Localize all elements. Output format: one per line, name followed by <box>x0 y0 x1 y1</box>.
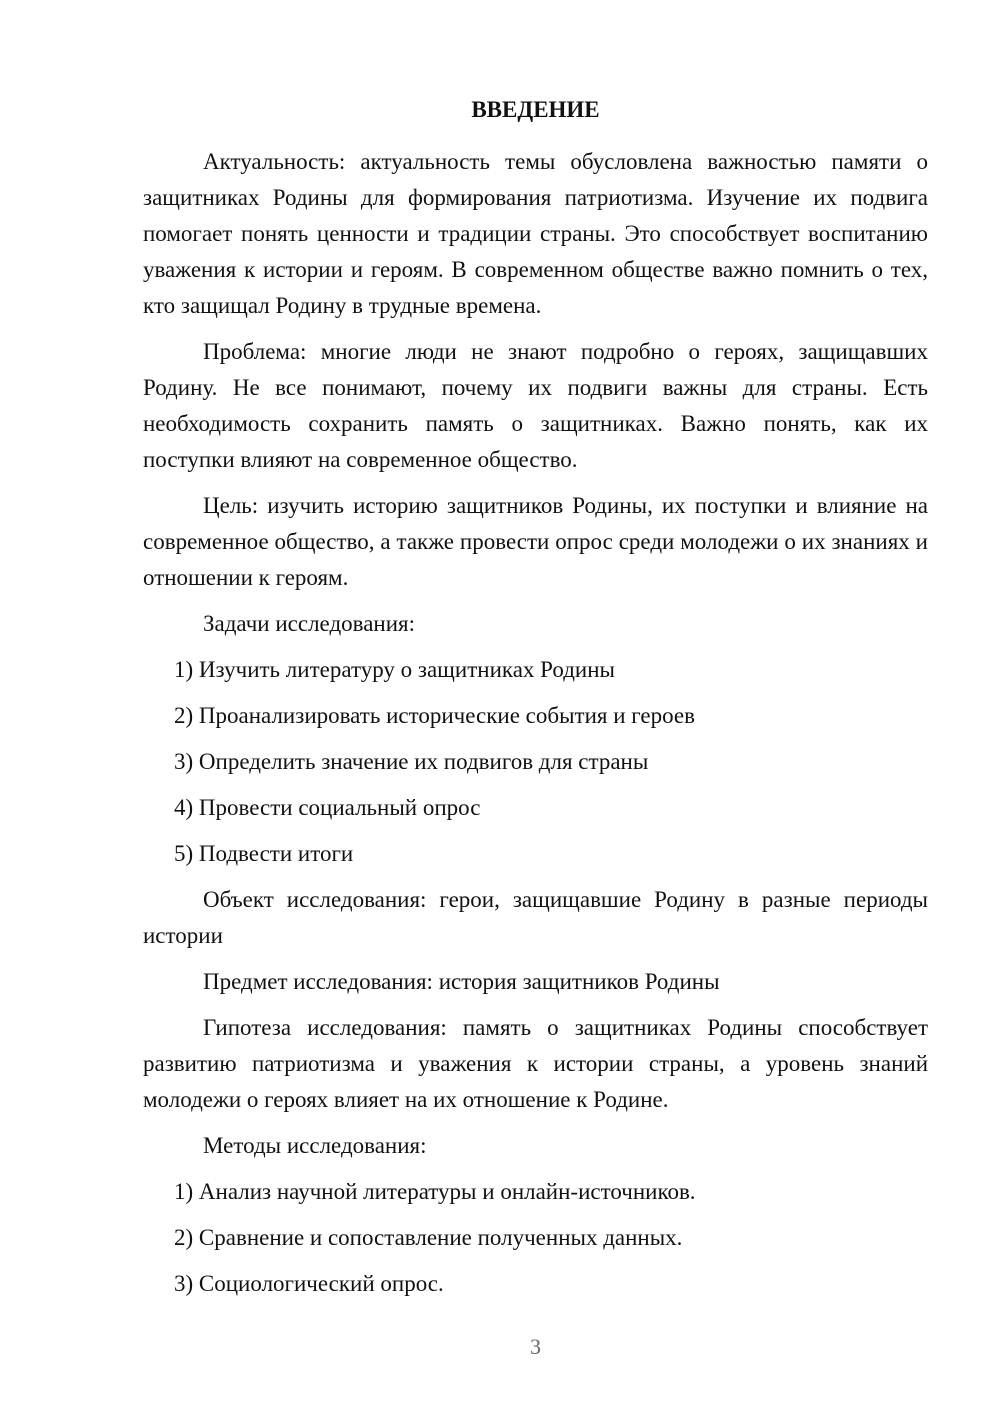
relevance-paragraph: Актуальность: актуальность темы обусловлена важностью памяти о защитниках Родины для формирования патриотизма. Изучение их подвига помогает понять ценности и традиции страны. Это способствует воспитанию уважения к истории и героям. В современном обществе важно помнить о тех, кто защищал Родину в трудные времена. <box>143 149 928 318</box>
task-item: 2) Проанализировать исторические события и героев <box>174 703 695 728</box>
methods-heading: Методы исследования: <box>203 1133 427 1158</box>
tasks-heading: Задачи исследования: <box>203 611 416 636</box>
hypothesis-paragraph: Гипотеза исследования: память о защитниках Родины способствует развитию патриотизма и уважения к истории страны, а уровень знаний молодежи о героях влияет на их отношение к Родине. <box>143 1015 928 1112</box>
object-paragraph: Объект исследования: герои, защищавшие Родину в разные периоды истории <box>143 887 928 948</box>
task-item: 4) Провести социальный опрос <box>174 795 481 820</box>
section-title: ВВЕДЕНИЕ <box>471 97 600 122</box>
task-item: 1) Изучить литературу о защитниках Родины <box>174 657 615 682</box>
method-item: 3) Социологический опрос. <box>174 1271 444 1296</box>
problem-paragraph: Проблема: многие люди не знают подробно о героях, защищавших Родину. Не все понимают, почему их подвиги важны для страны. Есть необходимость сохранить память о защитниках. Важно понять, как их поступки влияют на современное общество. <box>143 339 928 472</box>
method-item: 1) Анализ научной литературы и онлайн-источников. <box>174 1179 696 1204</box>
task-item: 3) Определить значение их подвигов для страны <box>174 749 649 774</box>
subject-paragraph: Предмет исследования: история защитников Родины <box>203 969 720 994</box>
task-item: 5) Подвести итоги <box>174 841 354 866</box>
method-item: 2) Сравнение и сопоставление полученных данных. <box>174 1225 683 1250</box>
page-number: 3 <box>530 1334 541 1359</box>
goal-paragraph: Цель: изучить историю защитников Родины, их поступки и влияние на современное общество, а также провести опрос среди молодежи о их знаниях и отношении к героям. <box>143 493 928 590</box>
